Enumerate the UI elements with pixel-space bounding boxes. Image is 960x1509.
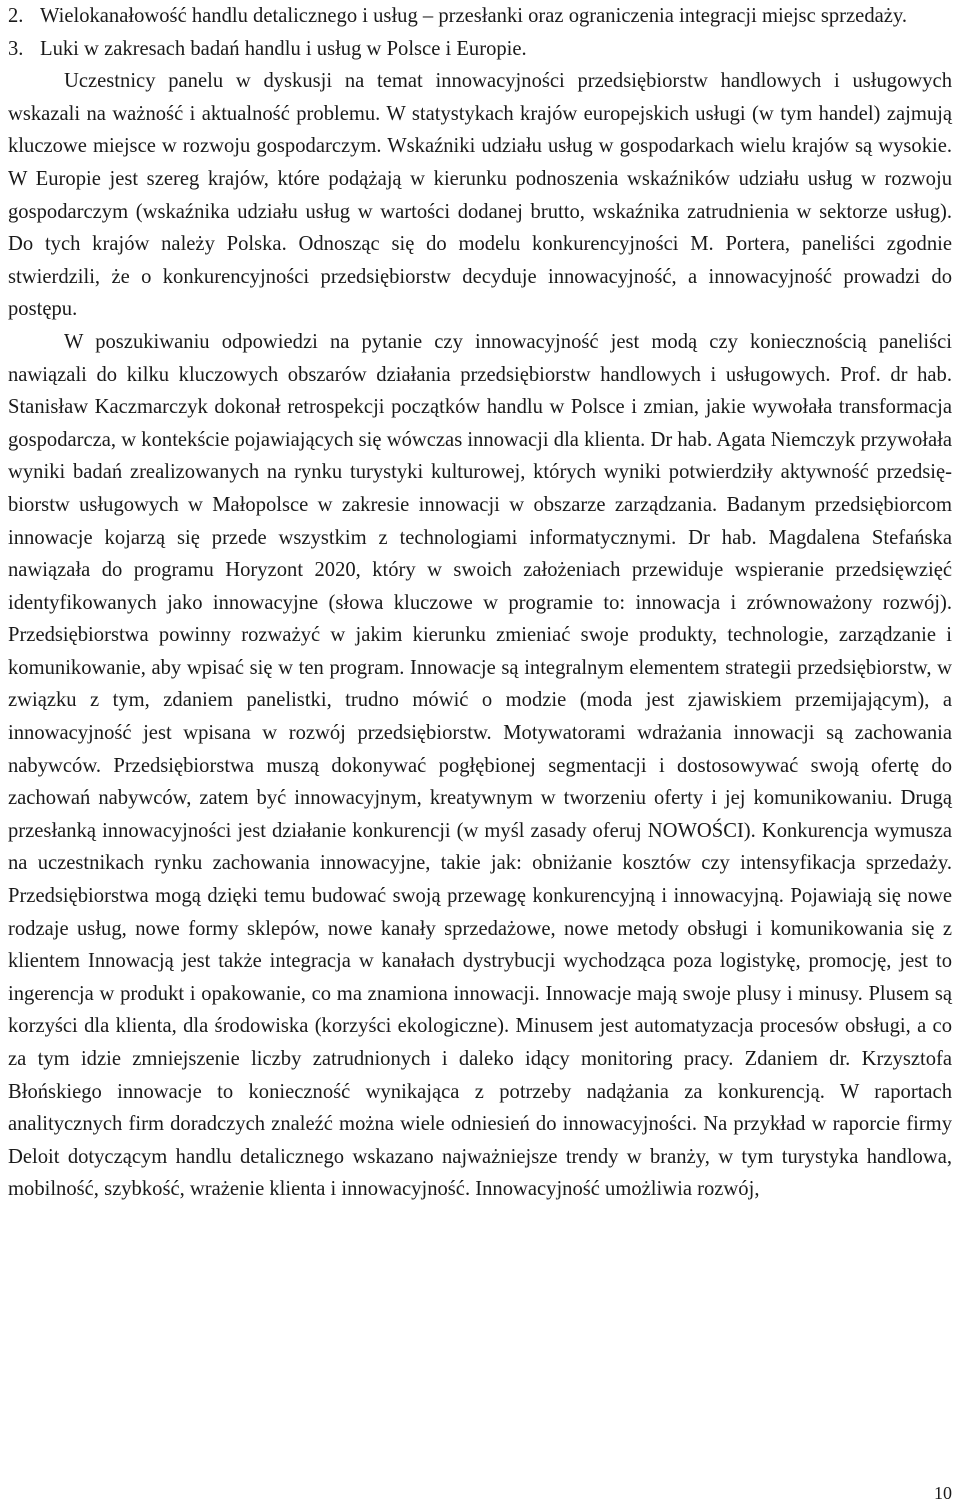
- body-paragraph: Uczestnicy panelu w dyskusji na temat innowacyjności przedsiębiorstw handlowych i usługowych wskazali na ważność i aktualność problemu. W statystykach krajów europejskich usługi (w tym handel) zajmują kluczowe miejsce w rozwoju gospodarczym. Wskaźniki udziału usług w gospodarkach wielu krajów są wysokie. W Europie jest szereg krajów, które podążają w kierunku podnoszenia wskaźników udziału usług w rozwoju gospodarczym (wskaźnika udziału usług w wartości dodanej brutto, wskaźnika zatrudnienia w sektorze usług). Do tych krajów należy Polska. Odnosząc się do modelu konkurencyjności M. Portera, paneliści zgodnie stwierdzili, że o konkurencyjności przedsiębiorstw decyduje innowacyjność, a innowacyjność prowadzi do postępu.: [8, 70, 952, 321]
- numbered-list: [8, 0, 952, 65]
- list-item: [8, 33, 952, 66]
- body-paragraph: W poszukiwaniu odpowiedzi na pytanie czy innowacyjność jest modą czy koniecznością paneliści nawiązali do kilku kluczowych obszarów działania przedsiębiorstw handlowych i usługowych. Prof. dr hab. Stanisław Kaczmarczyk dokonał retrospekcji początków handlu w Polsce i zmian, jakie wywołała transformacja gospodarcza, w kontekście pojawiających się wówczas innowacji dla klienta. Dr hab. Agata Niemczyk przywołała wyniki badań zrealizowanych na rynku turystyki kulturowej, których wyniki potwierdziły aktywność przedsiębiorstw usługowych w Małopolsce w zakresie innowacji w obszarze zarządzania. Badanym przedsiębiorcom innowacje kojarzą się przede wszystkim z technologiami informatycznymi. Dr hab. Magdalena Stefańska nawiązała do programu Horyzont 2020, który w swoich założeniach przewiduje wspieranie przedsięwzięć identyfikowanych jako innowacyjne (słowa kluczowe w programie to: innowacja i zrównoważony rozwój). Przedsiębiorstwa powinny rozważyć w jakim kierunku zmieniać swoje produkty, technologie, zarządzanie i komunikowanie, aby wpisać się w ten program. Innowacje są integralnym elementem strategii przedsiębiorstw, w związku z tym, zdaniem panelistki, trudno mówić o modzie (moda jest zjawiskiem przemijającym), a innowacyjność jest wpisana w rozwój przedsiębiorstw. Motywatorami wdrażania innowacji są zachowania nabywców. Przedsiębiorstwa muszą dokonywać pogłębionej segmentacji i dostosowywać swoją ofertę do zachowań nabywców, zatem być innowacyjnym, kreatywnym w tworzeniu oferty i jej komunikowaniu. Drugą przesłanką innowacyjności jest działanie konkurencji (w myśl zasady oferuj NOWOŚCI). Konkurencja wymusza na uczestnikach rynku zachowania innowacyjne, takie jak: obniżanie kosztów czy intensyfikacja sprzedaży. Przedsiębiorstwa mogą dzięki temu budować swoją przewagę konkurencyjną i innowacyjną. Pojawiają się nowe rodzaje usług, nowe formy sklepów, nowe kanały sprzedażowe, nowe metody obsługi i komunikowania się z klientem Innowacją jest także integracja w kanałach dystrybucji wychodząca poza logistykę, promocję, jest to ingerencja w produkt i opakowanie, co ma znamiona innowacji. Innowacje mają swoje plusy i minusy. Plusem są korzyści dla klienta, dla środowiska (korzyści ekologiczne). Minusem jest automatyzacja procesów obsługi, a co za tym idzie zmniejszenie liczby zatrudnionych i daleko idący monitoring pracy. Zdaniem dr. Krzysztofa Błońskiego innowacje to konieczność wynikająca z potrzeby nadążania za konkurencją. W raportach analitycznych firm doradczych znaleźć można wiele odniesień do innowacyjności. Na przykład w raporcie firmy Deloit dotyczącym handlu detalicznego wskazano najważniejsze trendy w branży, w tym turystyka handlowa, mobilność, szybkość, wrażenie klienta i innowacyjność. Innowacyjność umożliwia rozwój,: [8, 330, 952, 1201]
- list-item-text: Luki w zakresach badań handlu i usług w Polsce i Europie.: [40, 37, 527, 60]
- document-page: [8, 0, 952, 1206]
- list-item-number: 3.: [8, 37, 24, 60]
- list-item: [8, 0, 952, 33]
- list-item-number: 2.: [8, 5, 24, 27]
- page-number: 10: [934, 1483, 952, 1503]
- list-item-text: Wielokanałowość handlu detalicznego i usług – przesłanki oraz ograniczenia integracji miejsc sprzedaży.: [40, 5, 907, 27]
